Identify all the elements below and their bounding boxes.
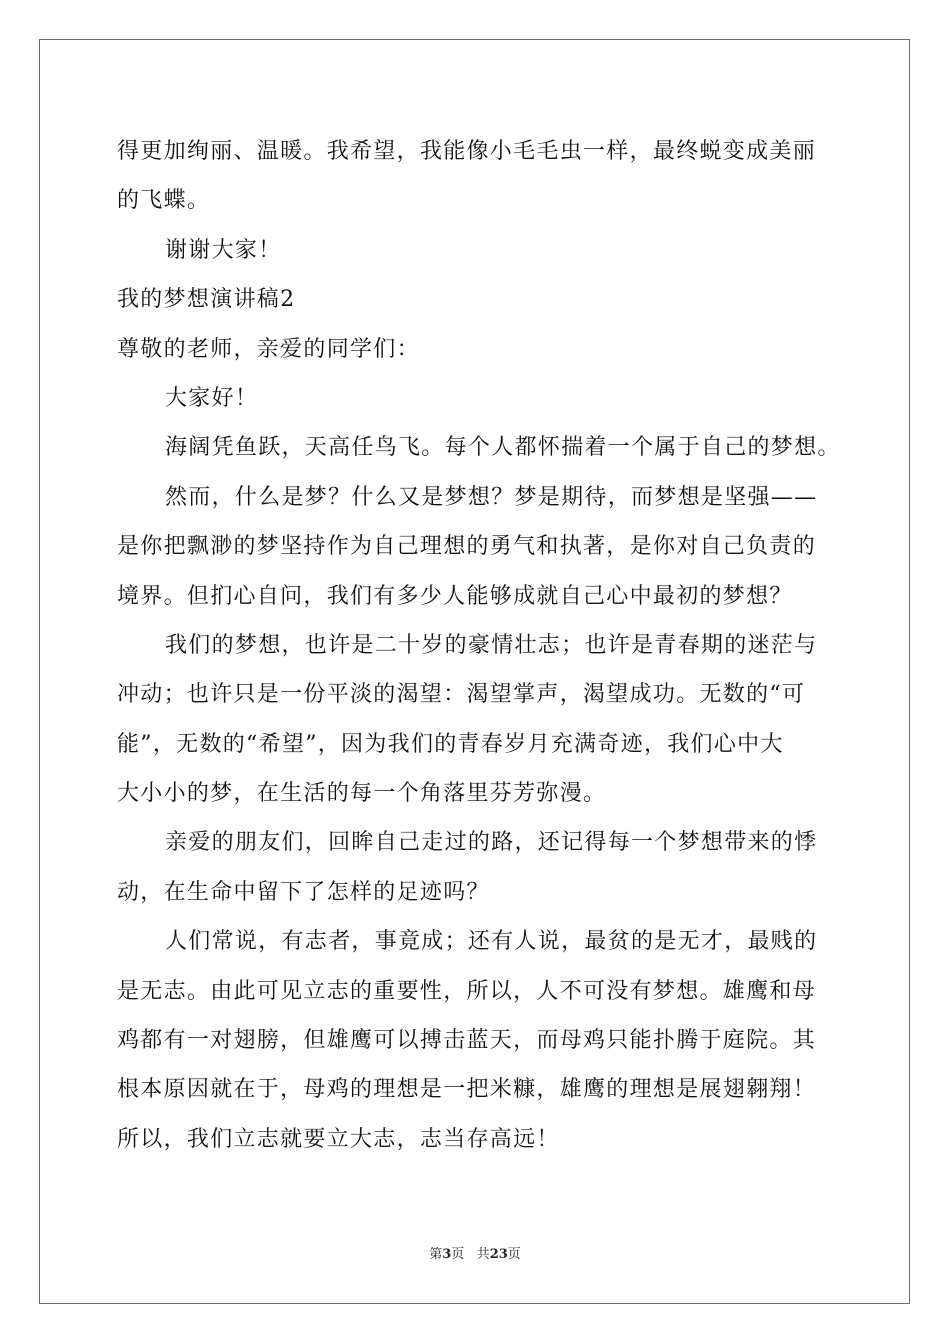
text-line: 我们的梦想，也许是二十岁的豪情壮志；也许是青春期的迷茫与: [165, 632, 818, 658]
text-line: 所以，我们立志就要立大志，志当存高远！: [117, 1126, 560, 1152]
total-pages: 23: [489, 1247, 508, 1262]
text-line: 冲动；也许只是一份平淡的渴望：渴望掌声，渴望成功。无数的“可: [117, 682, 806, 708]
page-prefix: 第: [429, 1247, 443, 1262]
text-line: 人们常说，有志者，事竟成；还有人说，最贫的是无才，最贱的: [165, 929, 818, 955]
text-line: 亲爱的朋友们，回眸自己走过的路，还记得每一个梦想带来的悸: [165, 830, 818, 856]
text-line: 得更加绚丽、温暖。我希望，我能像小毛毛虫一样，最终蜕变成美丽: [117, 139, 817, 164]
document-body: [117, 127, 857, 1164]
text-line: 然而，什么是梦？什么又是梦想？梦是期待，而梦想是坚强——: [165, 484, 818, 510]
text-line: 是无志。由此可见立志的重要性，所以，人不可没有梦想。雄鹰和母: [117, 978, 817, 1004]
text-line: 的飞蝶。: [117, 188, 211, 214]
total-prefix: 共: [476, 1247, 490, 1262]
page-footer: [0, 1246, 950, 1264]
text-line: 能”，无数的“希望”，因为我们的青春岁月充满奇迹，我们心中大: [117, 731, 784, 757]
text-line: 是你把飘渺的梦坚持作为自己理想的勇气和执著，是你对自己负责的: [117, 534, 817, 560]
section-title: 我的梦想演讲稿2: [117, 287, 296, 313]
page-number: 3: [442, 1247, 452, 1262]
text-line: 谢谢大家！: [165, 237, 282, 263]
text-line: 海阔凭鱼跃，天高任鸟飞。每个人都怀揣着一个属于自己的梦想。: [165, 435, 841, 461]
text-line: 动，在生命中留下了怎样的足迹吗？: [117, 879, 490, 905]
page-suffix: 页: [451, 1247, 465, 1262]
text-line: 根本原因就在于，母鸡的理想是一把米糠，雄鹰的理想是展翅翱翔！: [117, 1077, 817, 1103]
salutation: 尊敬的老师，亲爱的同学们：: [117, 336, 420, 362]
text-line: 境界。但扪心自问，我们有多少人能够成就自己心中最初的梦想？: [117, 583, 793, 609]
text-line: 鸡都有一对翅膀，但雄鹰可以搏击蓝天，而母鸡只能扑腾于庭院。其: [117, 1028, 817, 1054]
text-line: 大小小的梦，在生活的每一个角落里芬芳弥漫。: [117, 781, 607, 807]
greeting: 大家好！: [165, 385, 259, 411]
total-suffix: 页: [507, 1247, 521, 1262]
